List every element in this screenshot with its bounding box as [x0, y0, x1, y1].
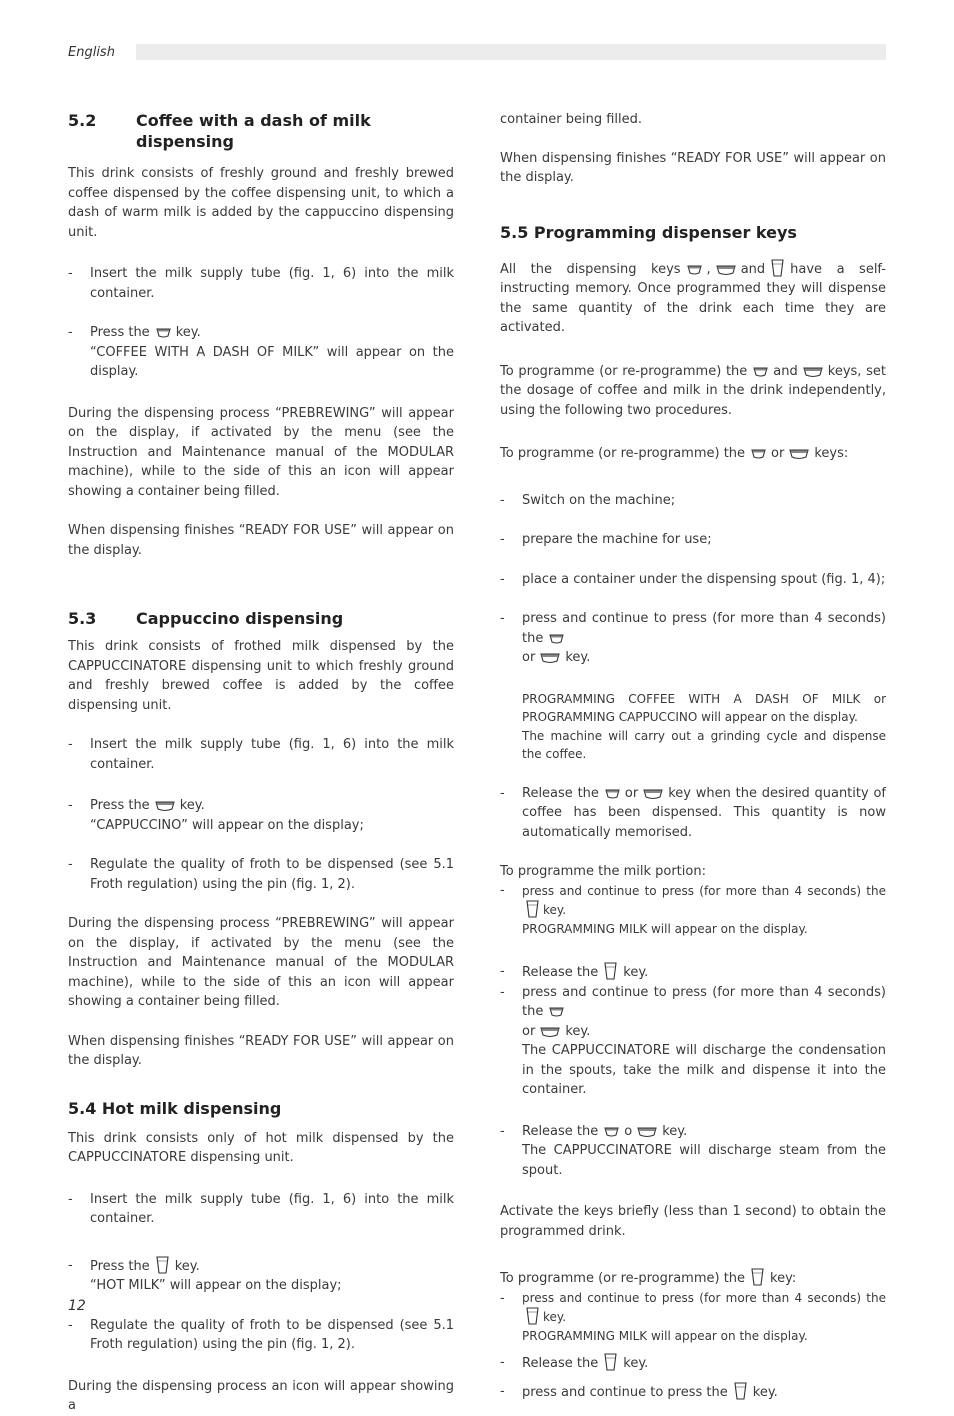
list-item: - Release the o key. The CAPPUCCINATORE will discharge steam from the spout.	[500, 1123, 886, 1178]
list-item: - press and continue to press the key.	[500, 1383, 778, 1400]
section-5-4-intro: This drink consists only of hot milk dispensed by the CAPPUCCINATORE dispensing unit.	[68, 1130, 454, 1165]
list-item: - Release the key.	[500, 1355, 649, 1371]
language-label: English	[68, 45, 115, 60]
hot-milk-key-icon	[155, 1256, 170, 1274]
section-5-4-ready: When dispensing finishes “READY FOR USE” will appear on the display.	[500, 150, 886, 185]
list-item: - Insert the milk supply tube (fig. 1, 6) into the milk container.	[68, 737, 454, 772]
list-item: - place a container under the dispensing spout (fig. 1, 4);	[500, 571, 886, 587]
coffee-dash-milk-key-icon	[155, 325, 171, 339]
cappuccino-key-icon	[637, 1124, 657, 1138]
hot-milk-key-icon	[525, 900, 540, 918]
header-bar	[136, 44, 886, 60]
section-5-5-intro: All the dispensing keys , and have a self-instructing memory. Once programmed they will dispense the same quantity of the drink each time they are activated.	[500, 259, 886, 338]
section-5-5-procedures: To programme (or re-programme) the and keys, set the dosage of coffee and milk in the drink independently, using the following two procedures.	[500, 363, 886, 418]
list-item: - Insert the milk supply tube (fig. 1, 6) into the milk container.	[68, 266, 454, 301]
list-item: - prepare the machine for use;	[500, 532, 712, 547]
section-5-3-intro: This drink consists of frothed milk dispensed by the CAPPUCCINATORE dispensing unit to which freshly ground and freshly brewed coffee is added by the coffee dispensing unit.	[68, 639, 454, 713]
brief-activation-note: Activate the keys briefly (less than 1 second) to obtain the programmed drink.	[500, 1204, 886, 1239]
section-5-2-prebrewing: During the dispensing process “PREBREWING” will appear on the display, if activated by the menu (see the Instruction and Maintenance manual of the MODULAR machine), while to the side of this an icon will appear showing a container being filled.	[68, 405, 454, 499]
cappuccino-key-icon	[643, 786, 663, 800]
section-5-3-ready: When dispensing finishes “READY FOR USE” will appear on the display.	[68, 1033, 454, 1068]
list-item: - Switch on the machine;	[500, 492, 676, 508]
right-column	[500, 110, 886, 1402]
section-5-4-heading: 5.4 Hot milk dispensing	[68, 1098, 282, 1118]
list-item: - Release the key.	[500, 964, 649, 980]
coffee-dash-milk-key-icon	[603, 1124, 619, 1138]
coffee-dash-milk-key-icon	[750, 446, 766, 460]
page-number: 12	[68, 1298, 86, 1314]
list-item: - Regulate the quality of froth to be dispensed (see 5.1 Froth regulation) using the pin (fig. 1, 2).	[68, 857, 454, 892]
cappuccino-key-icon	[155, 798, 175, 812]
cappuccino-key-icon	[803, 364, 823, 378]
coffee-dash-milk-key-icon	[686, 262, 702, 276]
section-5-5-coffee-programme: To programme (or re-programme) the or keys:	[500, 446, 849, 461]
hot-milk-key-icon	[603, 1353, 618, 1371]
section-5-4-dispensing-cont: container being filled.	[500, 112, 643, 127]
list-item: - Press the key. “COFFEE WITH A DASH OF MILK” will appear on the display.	[68, 325, 454, 379]
list-item: - Press the key. “CAPPUCCINO” will appear on the display;	[68, 798, 364, 833]
cappuccino-key-icon	[540, 650, 560, 664]
cappuccino-key-icon	[716, 262, 736, 276]
hot-milk-key-icon	[733, 1382, 748, 1400]
hot-milk-key-icon	[770, 259, 785, 277]
hot-milk-key-icon	[603, 962, 618, 980]
section-5-2-ready: When dispensing finishes “READY FOR USE” will appear on the display.	[68, 523, 454, 558]
coffee-dash-milk-key-icon	[548, 631, 564, 645]
list-item: - press and continue to press (for more than 4 seconds) the or key. The CAPPUCCINATORE will discharge the condensation in the spouts, take the milk and dispense it into the container.	[500, 984, 886, 1097]
cappuccino-key-icon	[540, 1024, 560, 1038]
hot-milk-key-icon	[750, 1268, 765, 1286]
grinding-note: The machine will carry out a grinding cycle and dispense the coffee.	[522, 728, 886, 761]
programming-note: PROGRAMMING COFFEE WITH A DASH OF MILK or PROGRAMMING CAPPUCCINO will appear on the display.	[522, 691, 886, 724]
section-5-3-heading: 5.3 Cappuccino dispensing	[68, 609, 344, 628]
list-item: - press and continue to press (for more than 4 seconds) thekey. PROGRAMMING MILK will appear on the display.	[500, 882, 886, 936]
coffee-dash-milk-key-icon	[548, 1004, 564, 1018]
section-5-2-heading: 5.2 Coffee with a dash of milk dispensing	[68, 111, 371, 151]
list-item: - Insert the milk supply tube (fig. 1, 6) into the milk container.	[68, 1191, 454, 1226]
section-5-2-intro: This drink consists of freshly ground and freshly brewed coffee dispensed by the coffee dispensing unit, to which a dash of warm milk is added by the cappuccino dispensing unit.	[68, 166, 454, 240]
milk-portion-intro: To programme the milk portion:	[500, 864, 706, 879]
section-5-4-dispensing: During the dispensing process an icon will appear showing a	[68, 1378, 454, 1413]
coffee-dash-milk-key-icon	[752, 364, 768, 378]
list-item: - press and continue to press (for more than 4 seconds) the or key. PROGRAMMING COFFEE WITH A DASH OF MILK or PROGRAMMING CAPPUCCINO will appear on the display. The machine will carry out a grinding cycle and dispense the coffee.	[500, 609, 886, 764]
cappuccino-key-icon	[789, 446, 809, 460]
left-column	[68, 110, 454, 1416]
hot-milk-key-icon	[525, 1307, 540, 1325]
section-5-5-heading: 5.5 Programming dispenser keys	[500, 222, 797, 242]
list-item: - press and continue to press (for more than 4 seconds) thekey. PROGRAMMING MILK will appear on the display.	[500, 1290, 886, 1343]
hot-milk-programme-intro: To programme (or re-programme) the key:	[500, 1268, 886, 1289]
list-item: - Regulate the quality of froth to be dispensed (see 5.1 Froth regulation) using the pin (fig. 1, 2).	[68, 1317, 454, 1352]
coffee-dash-milk-key-icon	[604, 786, 620, 800]
section-5-3-prebrewing: During the dispensing process “PREBREWING” will appear on the display, if activated by the menu (see the Instruction and Maintenance manual of the MODULAR machine), while to the side of this an icon will appear showing a container being filled.	[68, 916, 454, 1009]
list-item: - Release the or key when the desired quantity of coffee has been dispensed. This quantity is now automatically memorised.	[500, 785, 886, 840]
list-item: - Press the key. “HOT MILK” will appear on the display;	[68, 1257, 342, 1293]
